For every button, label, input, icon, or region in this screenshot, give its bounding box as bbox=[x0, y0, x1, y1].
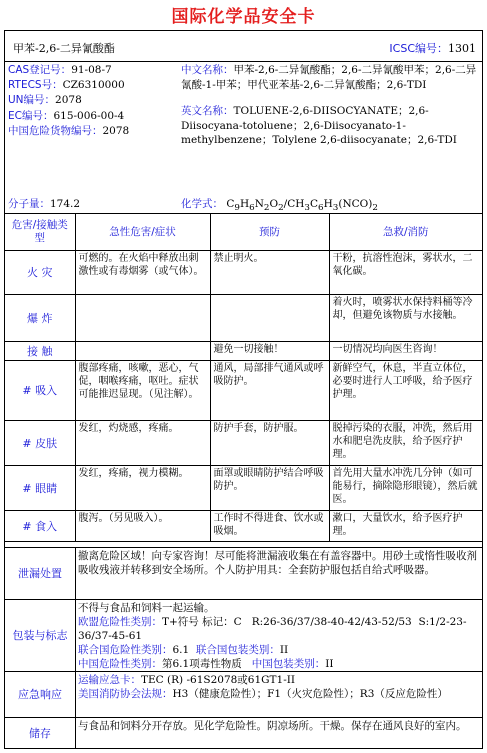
storage-text: 与食品和饲料分开存放。见化学危险性。阴凉场所。干燥。保存在通风良好的室内。 bbox=[78, 720, 467, 732]
identifiers bbox=[8, 63, 180, 139]
packaging-label: 包装与标志 bbox=[5, 600, 76, 672]
icsc-value: 1301 bbox=[448, 42, 476, 55]
row-skin: # 皮肤 发红，灼烧感，疼痛。 防护手套，防护服。 脱掉污染的衣服，冲洗，然后用水和肥皂洗皮肤，给予医疗护理。 bbox=[5, 421, 482, 466]
cat-skin: # 皮肤 bbox=[5, 421, 75, 466]
molecular-weight: 分子量：174.2 bbox=[8, 198, 81, 210]
cat-eyes: # 眼睛 bbox=[5, 466, 75, 511]
cat-contact: 接 触 bbox=[5, 342, 75, 361]
storage-section bbox=[5, 717, 482, 749]
id-cas: CAS登记号：91-08-7 bbox=[8, 64, 112, 76]
hazard-table bbox=[5, 213, 482, 542]
icsc-number bbox=[389, 40, 476, 56]
chemical-name: 甲苯-2,6-二异氰酸酯 bbox=[13, 42, 115, 55]
chemical-formula: 化学式： $C_9H_6N_2O_2/CH_3C_6H_3(NCO)_2$ bbox=[181, 198, 378, 214]
id-cn-dangerous: 中国危险货物编号：2078 bbox=[8, 124, 130, 137]
card-frame bbox=[4, 30, 483, 749]
row-eyes: # 眼睛 发红，疼痛，视力模糊。 面罩或眼睛防护结合呼吸防护。 首先用大量水冲洗几分钟（如可能易行，摘除隐形眼镜），然后就医。 bbox=[5, 466, 482, 511]
id-ec: EC编号：615-006-00-4 bbox=[8, 109, 125, 122]
row-ingestion: # 食入 腹泻。（另见吸入）。 工作时不得进食、饮水或吸烟。 漱口，大量饮水，给予医疗护理。 bbox=[5, 511, 482, 542]
id-rtecs: RTECS号：CZ6310000 bbox=[8, 79, 125, 92]
spill-section bbox=[5, 547, 482, 600]
packaging-section: 包装与标志 不得与食品和饲料一起运输。 欧盟危险性类别：T+符号 标记：C R:26-36/37/38-40-42/43-52/53 S:1/2-23-36/37-45-61 联合国危险性类别：6.1 联合国包装类别：II 中国危险性类别：第6.1项毒性物质 中国包装类别：II bbox=[5, 599, 482, 672]
card-title: 国际化学品安全卡 bbox=[171, 7, 316, 27]
row-explosion: 爆 炸 着火时，喷雾状水保持料桶等冷却，但避免该物质与水接触。 bbox=[5, 295, 482, 342]
storage-label: 储存 bbox=[5, 718, 76, 749]
english-names: 英文名称：TOLUENE-2,6-DIISOCYANATE；2,6-Diisocyana-totoluene；2,6-Diisocyanato-1-methylbenzene；Tolylene 2,6-diisocyanate；2,6-TDI bbox=[181, 105, 457, 146]
cat-fire: 火 灾 bbox=[5, 251, 75, 295]
chinese-names: 中文名称：甲苯-2,6-二异氰酸酯；2,6-二异氰酸甲苯；2,6-二异氰酸-1-甲苯；甲代亚苯基-2,6-二异氰酸酯；2,6-TDI bbox=[181, 64, 477, 91]
emergency-section: 应急响应 运输应急卡：TEC (R) -61S2078或61GT1-II 美国消防协会法规：H3（健康危险性）；F1（火灾危险性）；R3（反应危险性） bbox=[5, 671, 482, 718]
id-un: UN编号：2078 bbox=[8, 94, 82, 107]
header-category: 危害/接触类型 bbox=[5, 214, 75, 251]
spill-text: 撤离危险区域！向专家咨询！尽可能将泄漏液收集在有盖容器中。用砂土或惰性吸收剂吸收残液并转移到安全场所。个人防护用具：全套防护服包括自给式呼吸器。 bbox=[78, 550, 477, 576]
row-contact: 接 触 避免一切接触！ 一切情况均向医生咨询！ bbox=[5, 342, 482, 361]
row-fire: 火 灾 可燃的。在火焰中释放出刺激性或有毒烟雾（或气体）。 禁止明火。 干粉，抗溶性泡沫，雾状水，二氧化碳。 bbox=[5, 251, 482, 295]
icsc-label: ICSC编号： bbox=[389, 42, 448, 55]
hazard-header-row bbox=[5, 214, 482, 251]
cat-inhalation: # 吸入 bbox=[5, 361, 75, 421]
header-prevention: 预防 bbox=[210, 214, 329, 251]
cat-explosion: 爆 炸 bbox=[5, 295, 75, 342]
header-firstaid: 急救/消防 bbox=[329, 214, 482, 251]
spill-label: 泄漏处置 bbox=[5, 548, 76, 600]
name-row bbox=[5, 31, 482, 62]
names-block bbox=[181, 63, 477, 148]
header-acute: 急性危害/症状 bbox=[75, 214, 210, 251]
emergency-label: 应急响应 bbox=[5, 672, 76, 718]
row-inhalation: # 吸入 腹部疼痛，咳嗽，恶心，气促，咽喉疼痛，呕吐。症状可能推迟显现。（见注解）。 通风，局部排气通风或呼吸防护。 新鲜空气，休息，半直立体位，必要时进行人工呼吸，给予医疗护理。 bbox=[5, 361, 482, 421]
cat-ingestion: # 食入 bbox=[5, 511, 75, 542]
